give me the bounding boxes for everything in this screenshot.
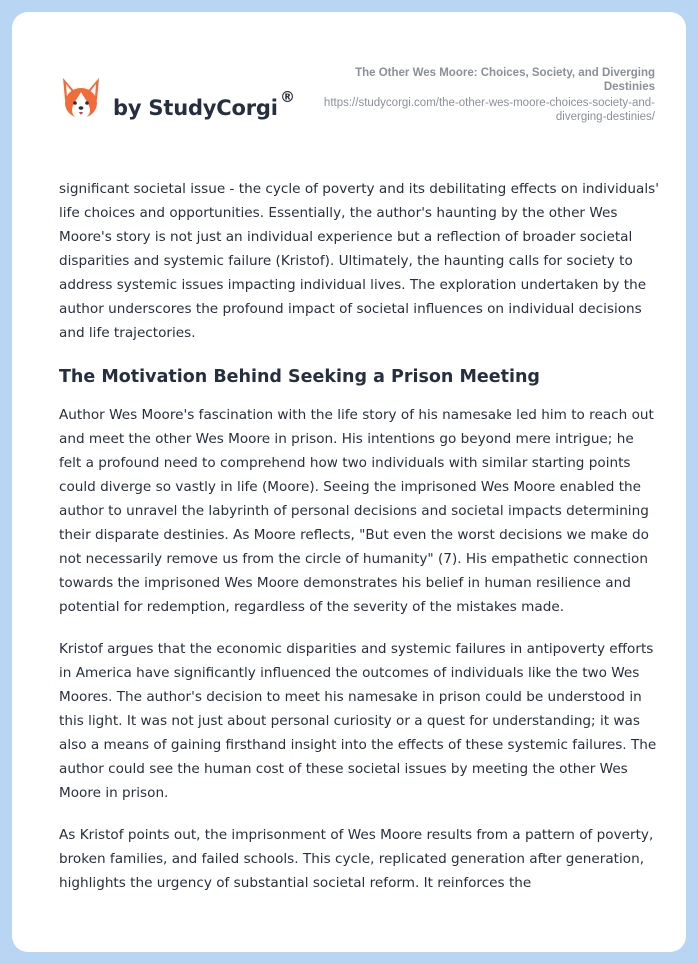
document-title: The Other Wes Moore: Choices, Society, and Diverging Destinies: [355, 67, 655, 93]
document-page: [12, 12, 686, 952]
document-meta: [315, 66, 655, 124]
paragraph-intro: significant societal issue - the cycle of poverty and its debilitating effects on individuals' life choices and opportunities. Essentially, the author's haunting by the other Wes Moore's story is not just an individual experience but a reflection of broader societal disparities and systemic failure (Kristof). Ultimately, the haunting calls for society to address systemic issues impacting individual lives. The exploration undertaken by the author underscores the profound impact of societal influences on individual decisions and life trajectories.: [59, 181, 659, 341]
document-url[interactable]: https://studycorgi.com/the-other-wes-moore-choices-society-and-diverging-destinies/: [323, 97, 655, 123]
section-heading: The Motivation Behind Seeking a Prison Meeting: [59, 367, 540, 387]
registered-mark: ®: [280, 88, 295, 106]
paragraph-2: Kristof argues that the economic disparities and systemic failures in antipoverty efforts in America have significantly influenced the outcomes of individuals like the two Wes Moores. The author's decision to meet his namesake in prison could be understood in this light. It was not just about personal curiosity or a quest for understanding; it was also a means of gaining firsthand insight into the effects of these systemic failures. The author could see the human cost of these societal issues by meeting the other Wes Moore in prison.: [59, 641, 657, 801]
page-header: [12, 12, 686, 162]
brand-name: by StudyCorgi: [113, 96, 278, 120]
paragraph-1: Author Wes Moore's fascination with the life story of his namesake led him to reach out and meet the other Wes Moore in prison. His intentions go beyond mere intrigue; he felt a profound need to comprehend how two individuals with similar starting points could diverge so vastly in life (Moore). Seeing the imprisoned Wes Moore enabled the author to unravel the labyrinth of personal decisions and societal impacts determining their disparate destinies. As Moore reflects, "But even the worst decisions we make do not necessarily remove us from the circle of humanity" (7). His empathetic connection towards the imprisoned Wes Moore demonstrates his belief in human resilience and potential for redemption, regardless of the severity of the mistakes made.: [59, 407, 654, 615]
article-body: [59, 177, 659, 913]
corgi-logo-icon: [60, 76, 102, 122]
paragraph-3: As Kristof points out, the imprisonment of Wes Moore results from a pattern of poverty, broken families, and failed schools. This cycle, replicated generation after generation, highlights the urgency of substantial societal reform. It reinforces the: [59, 827, 654, 891]
studycorgi-logo[interactable]: [60, 76, 310, 132]
